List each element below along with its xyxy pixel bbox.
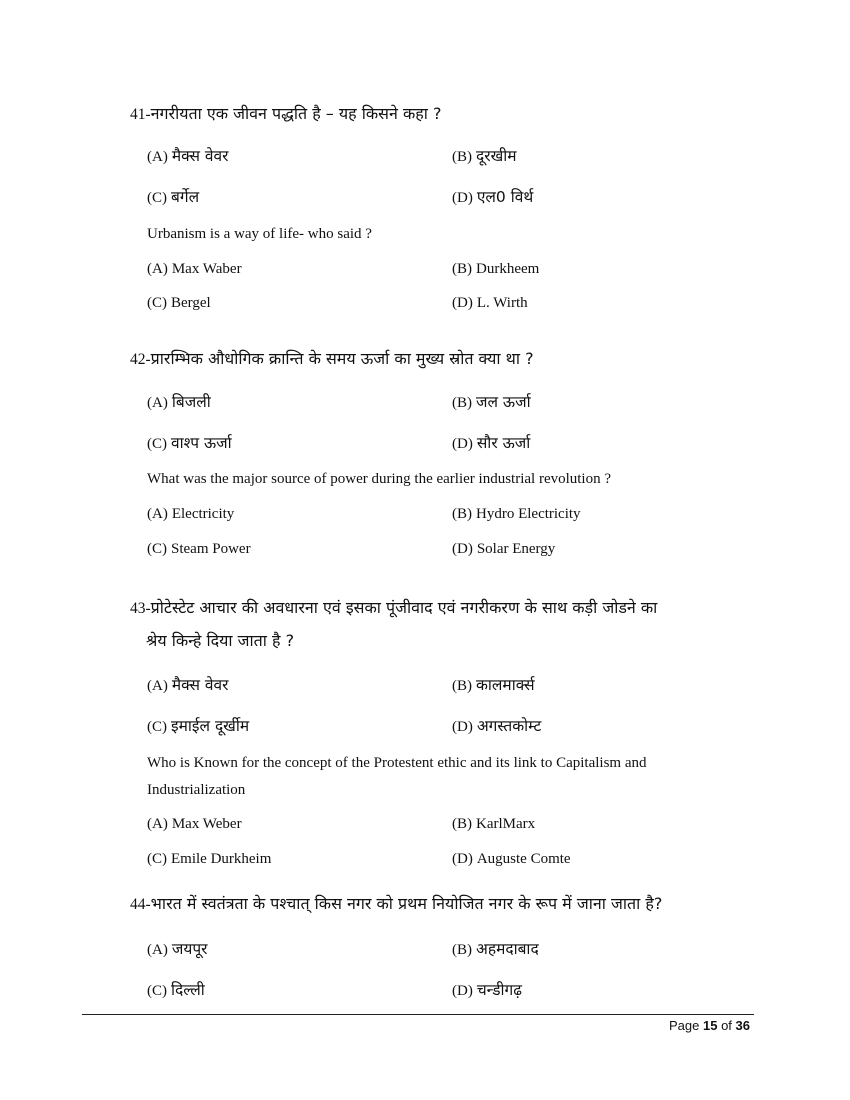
q42-en-option-d: (D) Solar Energy — [452, 541, 556, 557]
q43-en-option-d: (D) Auguste Comte — [452, 851, 571, 867]
page-total: 36 — [735, 1018, 750, 1033]
q41-hi-option-d: (D) एल0 विर्थ — [452, 188, 534, 206]
q42-hi-option-d: (D) सौर ऊर्जा — [452, 434, 531, 452]
question-41-hindi — [130, 98, 750, 131]
q43-hi-option-b: (B) कालमार्क्स — [452, 676, 535, 694]
q42-hi-option-b: (B) जल ऊर्जा — [452, 393, 531, 411]
q42-en-option-c: (C) Steam Power — [147, 541, 251, 557]
q42-en-option-b: (B) Hydro Electricity — [452, 506, 581, 522]
q44-hi-option-d: (D) चन्डीगढ़ — [452, 981, 522, 999]
q41-hi-option-c: (C) बर्गेल — [147, 188, 200, 206]
of-word: of — [721, 1018, 732, 1033]
page-number-footer — [669, 1018, 750, 1033]
question-43-hindi — [130, 592, 750, 657]
question-text-line2: Industrialization — [147, 782, 246, 798]
q41-en-option-a: (A) Max Waber — [147, 261, 242, 277]
q41-en-option-c: (C) Bergel — [147, 295, 211, 311]
question-text: भारत में स्वतंत्रता के पश्चात् किस नगर को प्रथम नियोजित नगर के रूप में जाना जाता है? — [150, 894, 663, 913]
q41-hi-option-a: (A) मैक्स वेवर — [147, 147, 229, 165]
q43-en-option-a: (A) Max Weber — [147, 816, 242, 832]
footer-divider — [82, 1014, 754, 1015]
q43-hi-option-d: (D) अगस्तकोम्ट — [452, 717, 542, 735]
question-text-line1: प्रोटेस्टेट आचार की अवधारना एवं इसका पूंजीवाद एवं नगरीकरण के साथ कड़ी जोडने का — [150, 598, 658, 617]
question-text-line1: Who is Known for the concept of the Protestent ethic and its link to Capitalism and — [147, 755, 647, 771]
question-number: 41- — [130, 106, 151, 123]
q43-en-option-b: (B) KarlMarx — [452, 816, 536, 832]
q44-hi-option-c: (C) दिल्ली — [147, 981, 205, 999]
q43-hi-option-a: (A) मैक्स वेवर — [147, 676, 229, 694]
q42-hi-option-c: (C) वाश्प ऊर्जा — [147, 434, 232, 452]
page-word: Page — [668, 1018, 700, 1033]
q42-hi-option-a: (A) बिजली — [147, 393, 211, 411]
question-41-english: Urbanism is a way of life- who said ? — [147, 226, 372, 242]
q43-en-option-c: (C) Emile Durkheim — [147, 851, 272, 867]
question-number: 43- — [130, 600, 151, 617]
question-44-hindi — [130, 888, 750, 921]
question-43-english — [147, 750, 750, 804]
q41-hi-option-b: (B) दूरखीम — [452, 147, 517, 165]
question-number: 44- — [130, 896, 151, 913]
question-42-english: What was the major source of power during the earlier industrial revolution ? — [147, 471, 612, 487]
q41-en-option-b: (B) Durkheem — [452, 261, 540, 277]
q44-hi-option-a: (A) जयपूर — [147, 940, 208, 958]
question-number: 42- — [130, 351, 151, 368]
q44-hi-option-b: (B) अहमदाबाद — [452, 940, 539, 958]
page-current: 15 — [702, 1018, 718, 1033]
question-text-line2: श्रेय किन्हे दिया जाता है ? — [146, 631, 295, 650]
question-text: नगरीयता एक जीवन पद्धति है – यह किसने कहा ? — [150, 104, 442, 123]
q42-en-option-a: (A) Electricity — [147, 506, 235, 522]
question-text: प्रारम्भिक औधोगिक क्रान्ति के समय ऊर्जा का मुख्य स्रोत क्या था ? — [150, 349, 534, 368]
q41-en-option-d: (D) L. Wirth — [452, 295, 528, 311]
question-42-hindi — [130, 343, 750, 376]
q43-hi-option-c: (C) इमाईल दूर्खीम — [147, 717, 250, 735]
